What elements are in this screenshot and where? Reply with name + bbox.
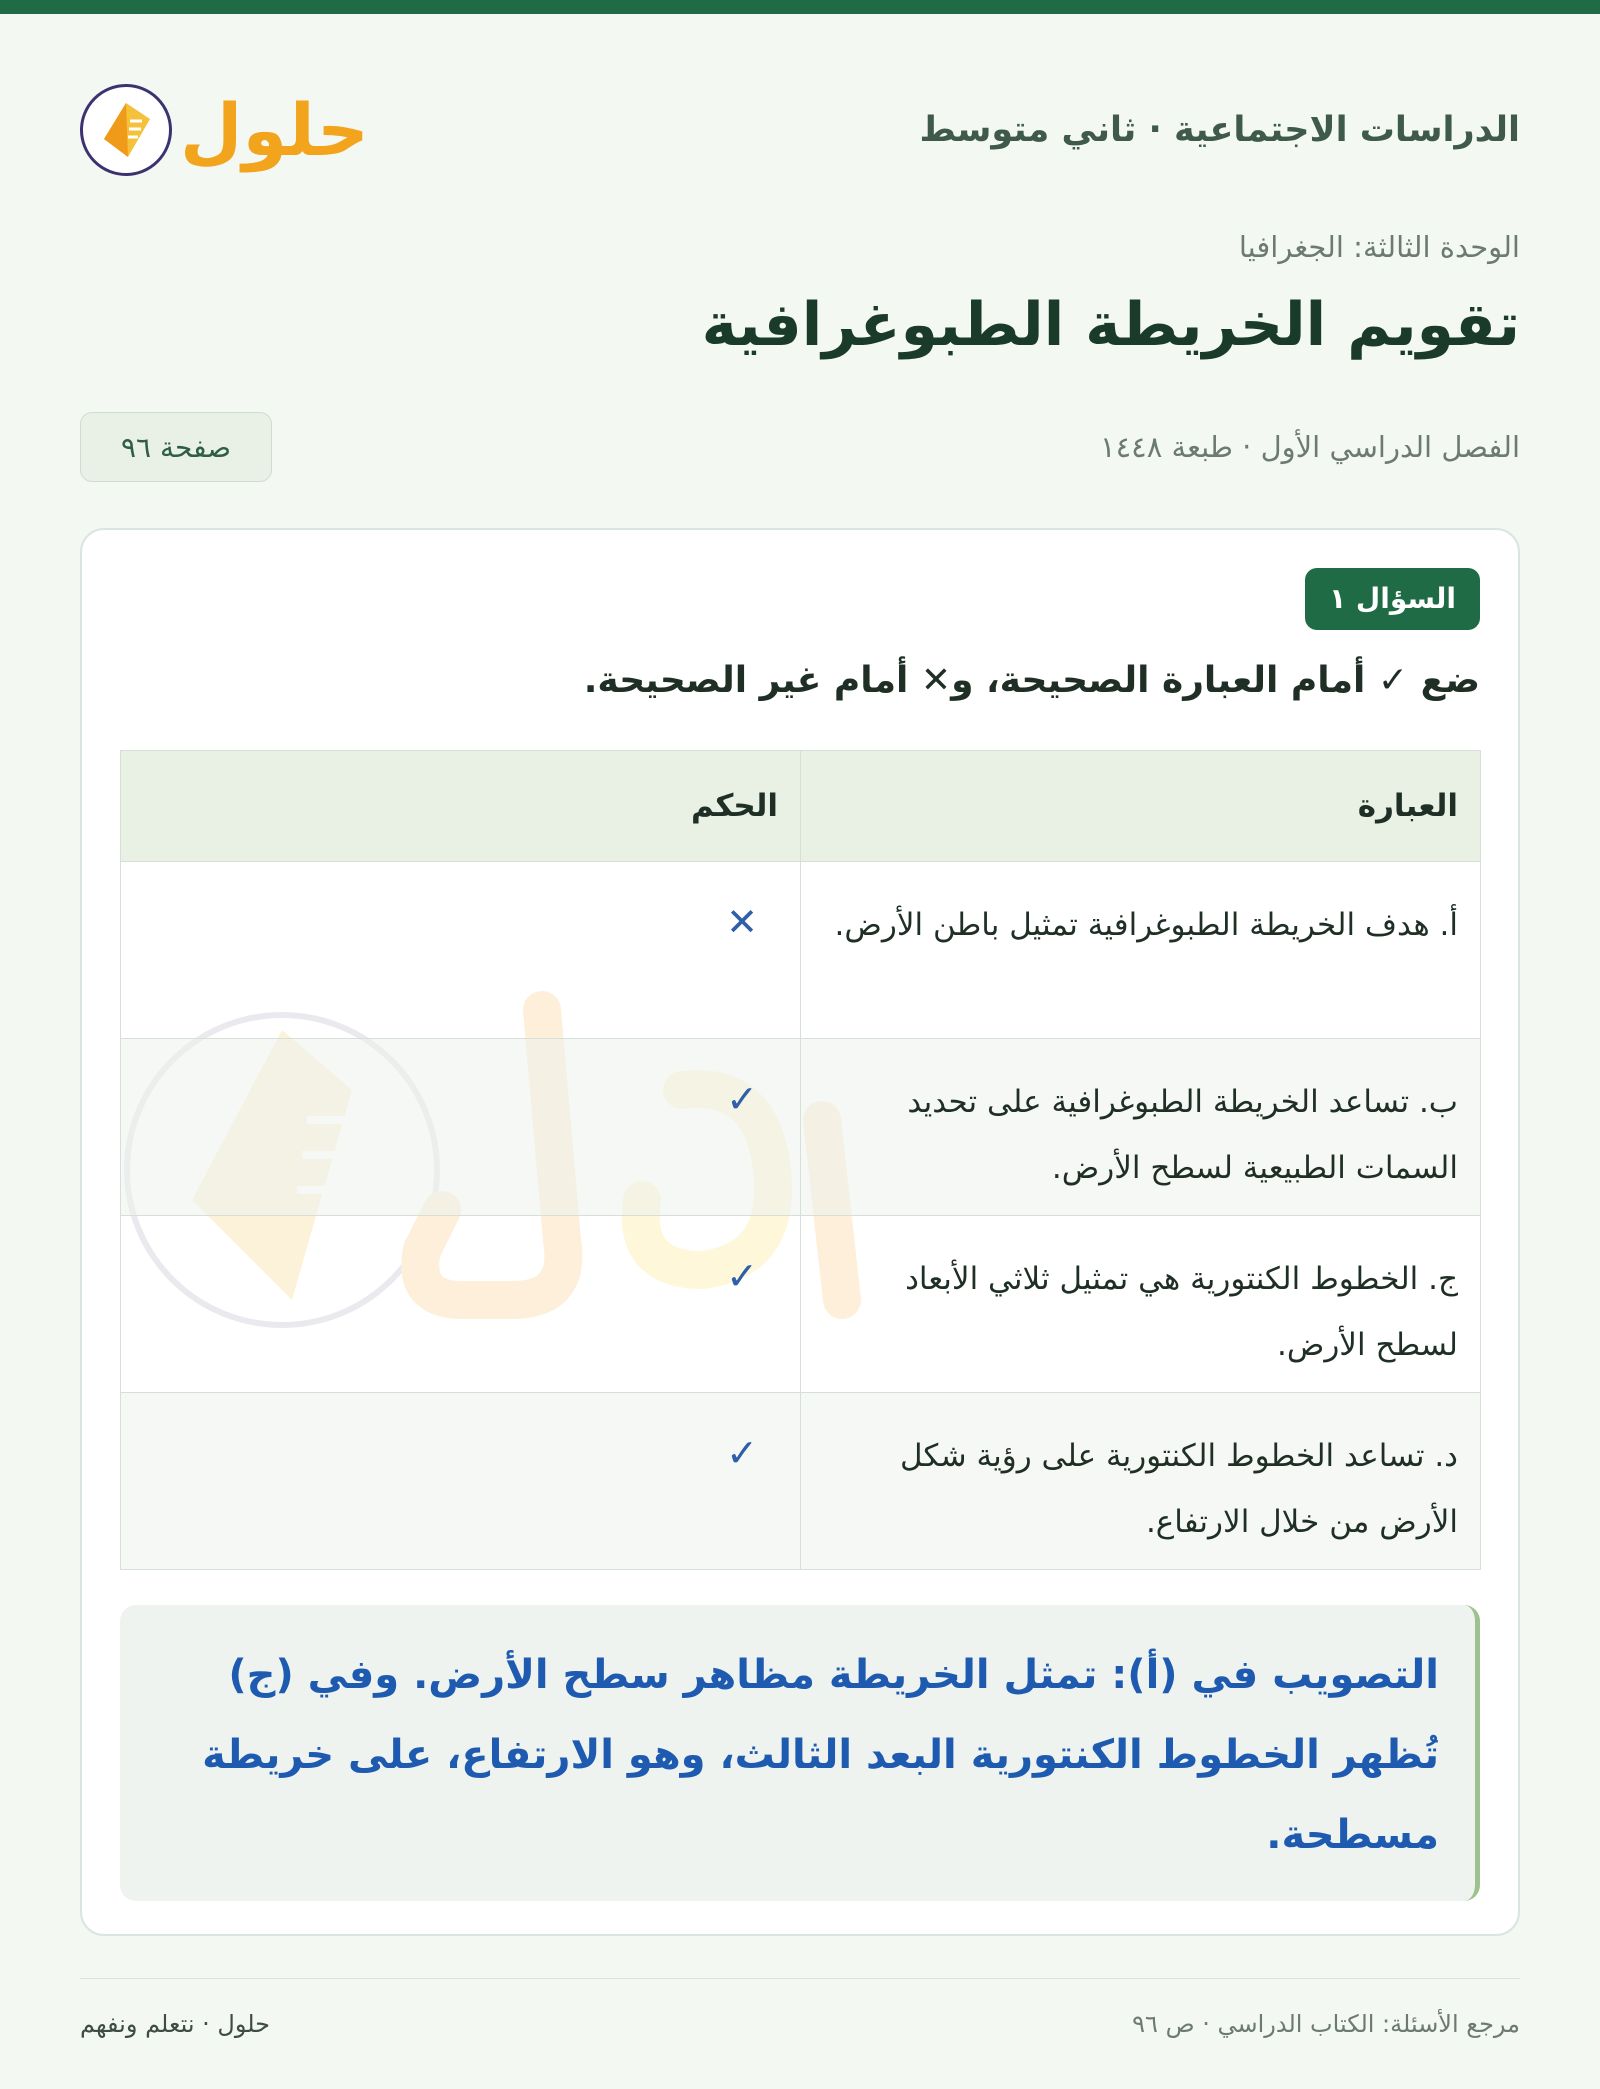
check-mark-icon: ✓ — [726, 1431, 758, 1475]
page-title: تقويم الخريطة الطبوغرافية — [701, 290, 1520, 360]
verdict-cell — [121, 1216, 801, 1393]
book-icon — [80, 84, 172, 176]
table-row — [121, 1393, 1481, 1570]
statement-cell: ب. تساعد الخريطة الطبوغرافية على تحديد السمات الطبيعية لسطح الأرض. — [801, 1039, 1481, 1216]
column-header-statement: العبارة — [801, 751, 1481, 862]
statement-cell: أ. هدف الخريطة الطبوغرافية تمثيل باطن الأرض. — [801, 862, 1481, 1039]
page-number-badge: صفحة ٩٦ — [80, 412, 272, 482]
correction-box: التصويب في (أ): تمثل الخريطة مظاهر سطح الأرض. وفي (ج) تُظهر الخطوط الكنتورية البعد الثالث، وهو الارتفاع، على خريطة مسطحة. — [120, 1605, 1480, 1901]
table-row — [121, 1216, 1481, 1393]
verdict-cell — [121, 1393, 801, 1570]
statement-cell: د. تساعد الخطوط الكنتورية على رؤية شكل الأرض من خلال الارتفاع. — [801, 1393, 1481, 1570]
brand-logo[interactable] — [80, 84, 369, 176]
question-card — [80, 528, 1520, 1936]
statement-cell: ج. الخطوط الكنتورية هي تمثيل ثلاثي الأبعاد لسطح الأرض. — [801, 1216, 1481, 1393]
column-header-verdict: الحكم — [121, 751, 801, 862]
verdict-cell — [121, 862, 801, 1039]
cross-mark-icon: ✕ — [726, 900, 758, 944]
check-mark-icon: ✓ — [726, 1077, 758, 1121]
edition-meta: الفصل الدراسي الأول · طبعة ١٤٤٨ — [1100, 430, 1520, 464]
statements-table — [120, 750, 1481, 1570]
check-mark-icon: ✓ — [726, 1254, 758, 1298]
top-accent-bar — [0, 0, 1600, 14]
logo-wordmark: حلول — [180, 88, 369, 172]
footer-reference: مرجع الأسئلة: الكتاب الدراسي · ص ٩٦ — [1132, 2010, 1520, 2038]
question-instruction: ضع ✓ أمام العبارة الصحيحة، و✕ أمام غير الصحيحة. — [583, 660, 1480, 701]
table-row — [121, 1039, 1481, 1216]
footer-divider — [80, 1978, 1520, 1979]
footer-brand: حلول · نتعلم ونفهم — [80, 2010, 270, 2038]
question-number-badge: السؤال ١ — [1305, 568, 1480, 630]
subject-title: الدراسات الاجتماعية · ثاني متوسط — [919, 110, 1520, 150]
page-header — [80, 70, 1520, 190]
table-header-row — [121, 751, 1481, 862]
unit-label: الوحدة الثالثة: الجغرافيا — [1238, 230, 1520, 264]
table-row — [121, 862, 1481, 1039]
verdict-cell — [121, 1039, 801, 1216]
